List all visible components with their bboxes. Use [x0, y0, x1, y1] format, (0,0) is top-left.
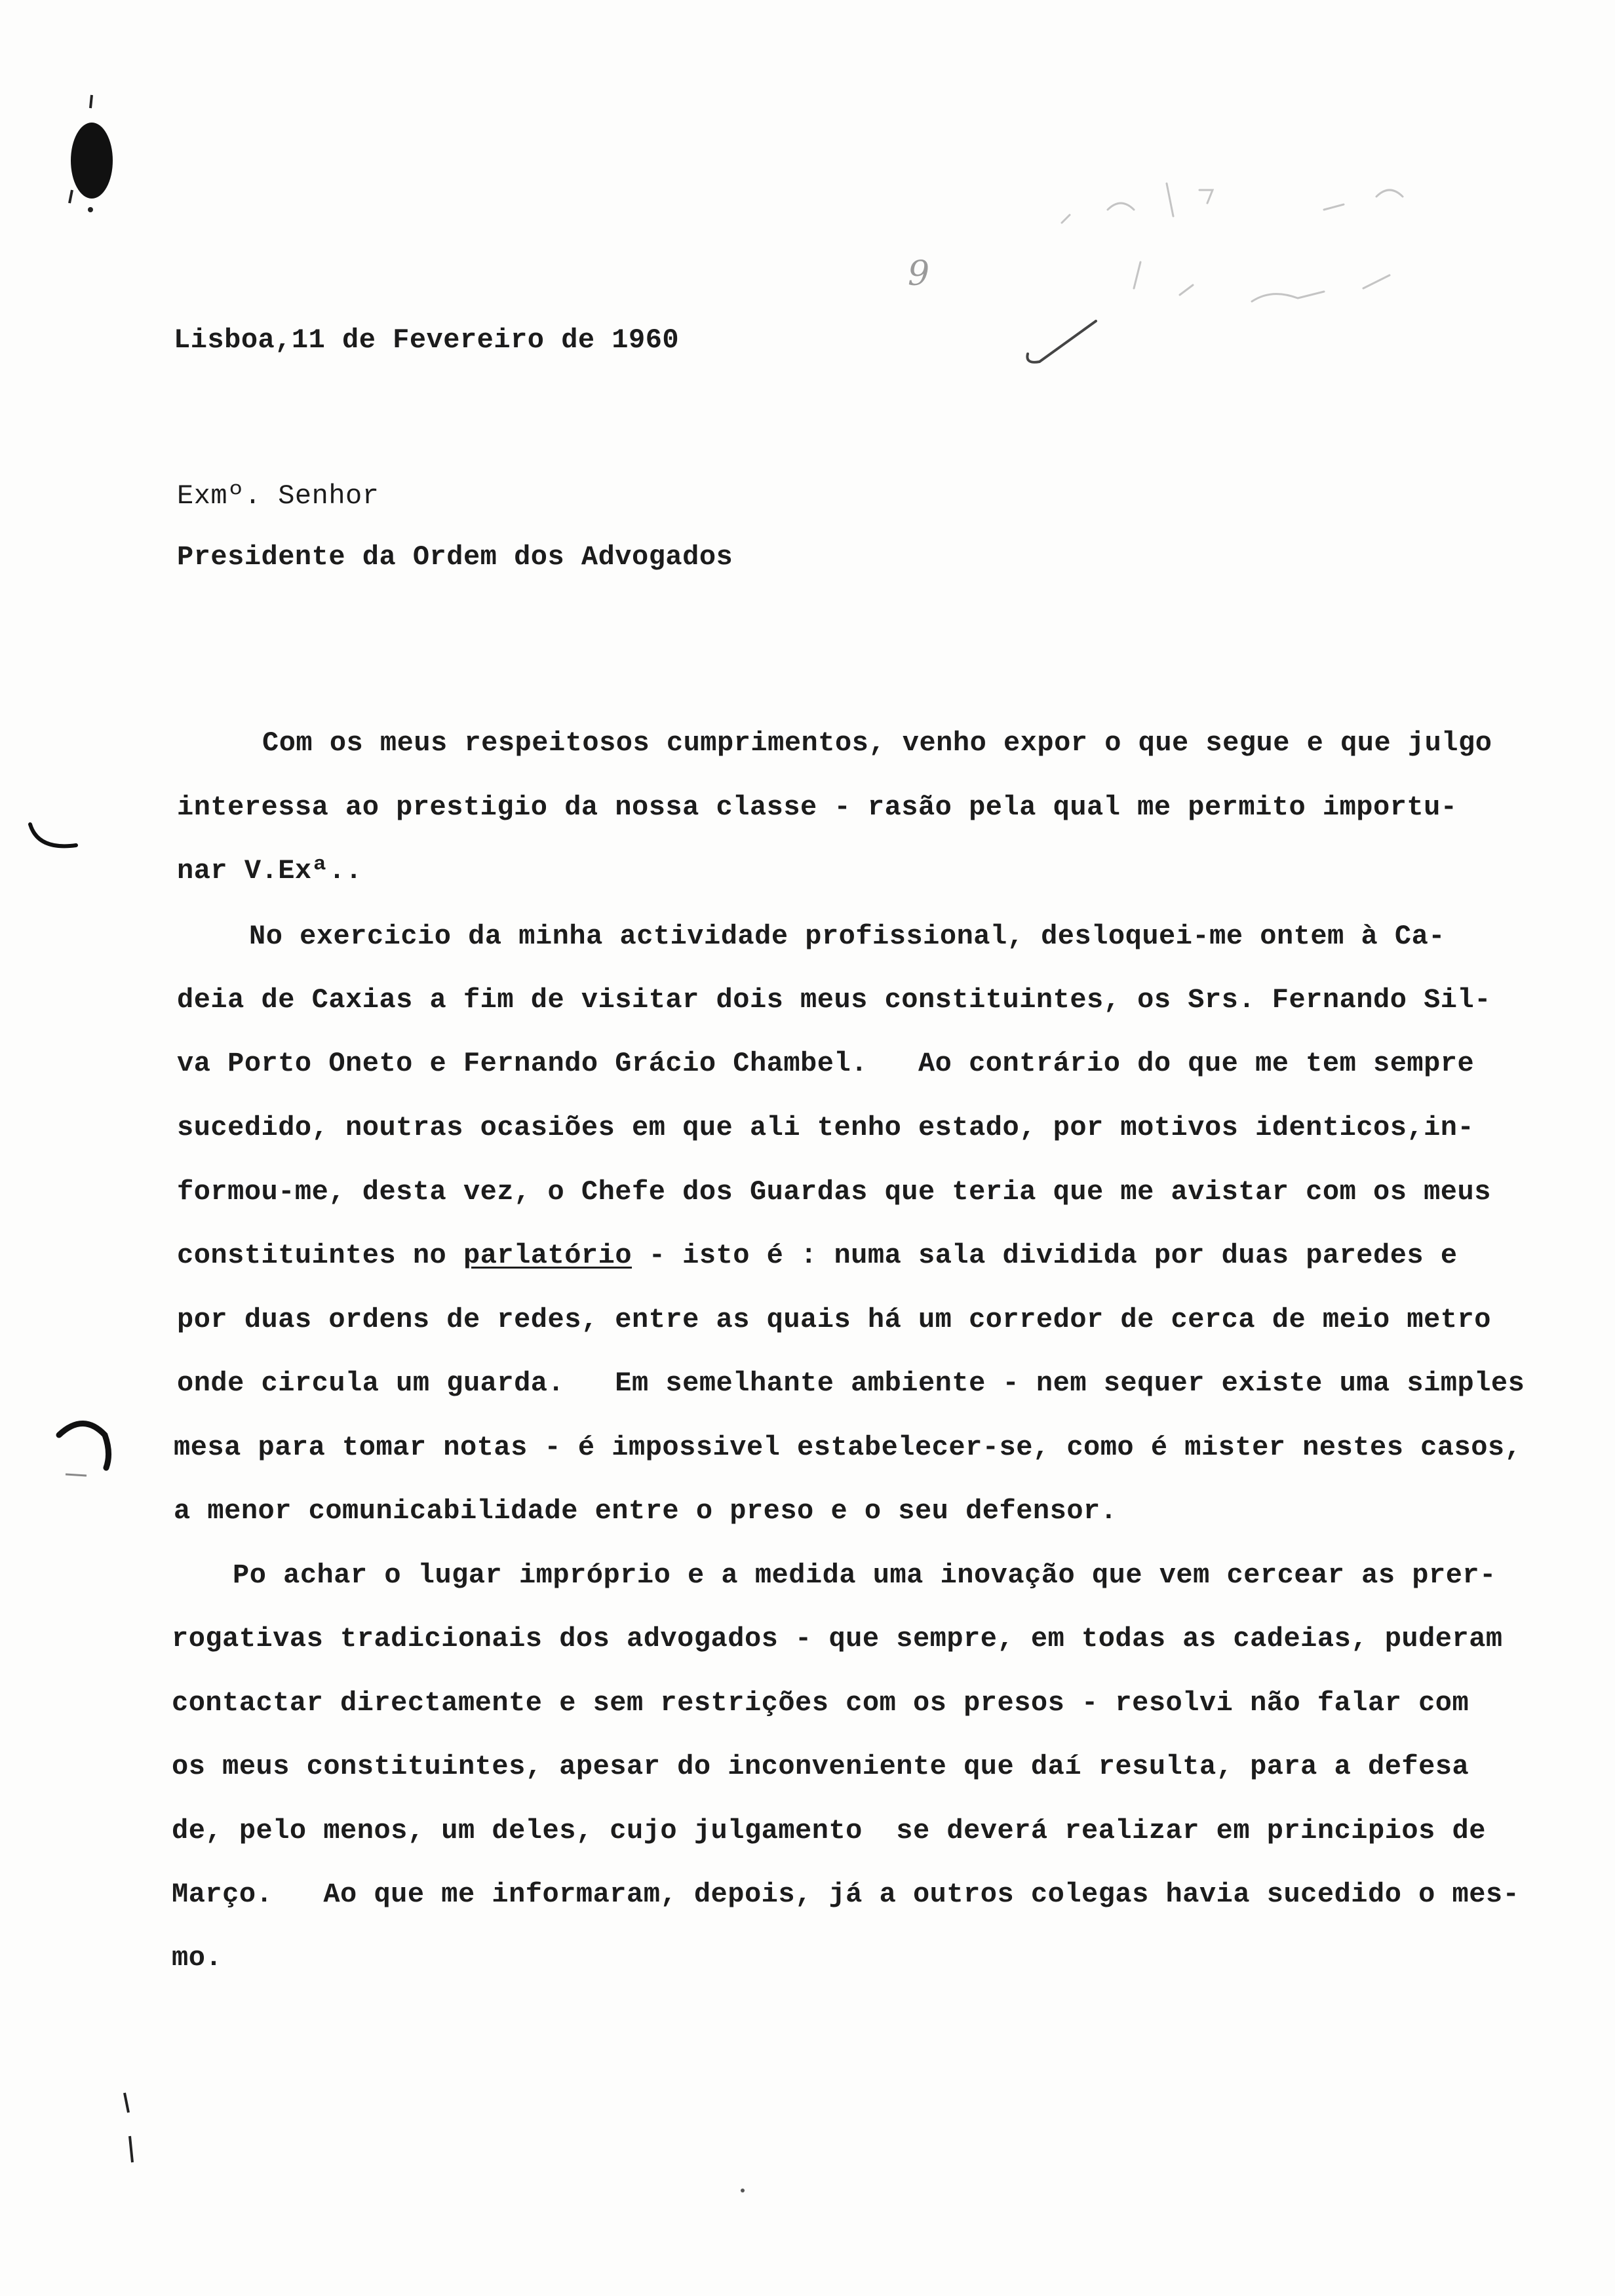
text-line-parlatorio: [177, 1242, 1458, 1269]
text-line: mesa para tomar notas - é impossivel estabelecer-se, como é mister nestes casos,: [174, 1432, 1522, 1463]
text-line: os meus constituintes, apesar do inconveniente que daí resulta, para a defesa: [172, 1751, 1469, 1782]
text-line: por duas ordens de redes, entre as quais há um corredor de cerca de meio metro: [177, 1304, 1491, 1335]
bottom-dot: [741, 2189, 745, 2192]
text-line: mo.: [172, 1942, 223, 1974]
addressee: Presidente da Ordem dos Advogados: [177, 541, 733, 573]
margin-annotation-number: 9: [908, 254, 930, 294]
faint-pencil-scribbles: [1036, 144, 1494, 341]
text-line: deia de Caxias a fim de visitar dois meus constituintes, os Srs. Fernando Sil-: [177, 984, 1491, 1016]
text-line: de, pelo menos, um deles, cujo julgamento se deverá realizar em principios de: [172, 1815, 1486, 1846]
text-line: sucedido, noutras ocasiões em que ali tenho estado, por motivos identicos,in-: [177, 1112, 1475, 1143]
underlined-term: parlatório: [463, 1240, 632, 1271]
text-line: onde circula um guarda. Em semelhante ambiente - nem sequer existe uma simples: [177, 1368, 1525, 1399]
text-line: rogativas tradicionais dos advogados - que sempre, em todas as cadeias, puderam: [172, 1623, 1503, 1655]
salutation: Exmº. Senhor: [177, 480, 379, 512]
text-line: formou-me, desta vez, o Chefe dos Guardas que teria que me avistar com os meus: [177, 1176, 1491, 1208]
text-line: Po achar o lugar impróprio e a medida uma inovação que vem cercear as prer-: [233, 1559, 1496, 1591]
text-line: nar V.Exª..: [177, 855, 362, 887]
text-line: Com os meus respeitosos cumprimentos, venho expor o que segue e que julgo: [262, 727, 1492, 759]
text-line: va Porto Oneto e Fernando Grácio Chambel. Ao contrário do que me tem sempre: [177, 1048, 1475, 1079]
punch-hole-mark-bottom: [47, 1415, 119, 1481]
text-line: a menor comunicabilidade entre o preso e o seu defensor.: [174, 1495, 1118, 1527]
text-line: interessa ao prestigio da nossa classe - rasão pela qual me permito importu-: [177, 792, 1458, 823]
text-line: contactar directamente e sem restrições com os presos - resolvi não falar com: [172, 1687, 1469, 1719]
margin-tick-mark: [118, 2090, 144, 2169]
text-segment: constituintes no: [177, 1240, 463, 1271]
text-line: Março. Ao que me informaram, depois, já a outros colegas havia sucedido o mes-: [172, 1879, 1520, 1910]
binding-curve-mark-left: [25, 819, 84, 858]
punch-hole-mark-top: [39, 92, 118, 216]
text-segment: - isto é : numa sala dividida por duas paredes e: [632, 1240, 1458, 1271]
text-line: No exercicio da minha actividade profissional, desloquei-me ontem à Ca-: [249, 921, 1445, 952]
dateline: Lisboa,11 de Fevereiro de 1960: [174, 324, 680, 356]
